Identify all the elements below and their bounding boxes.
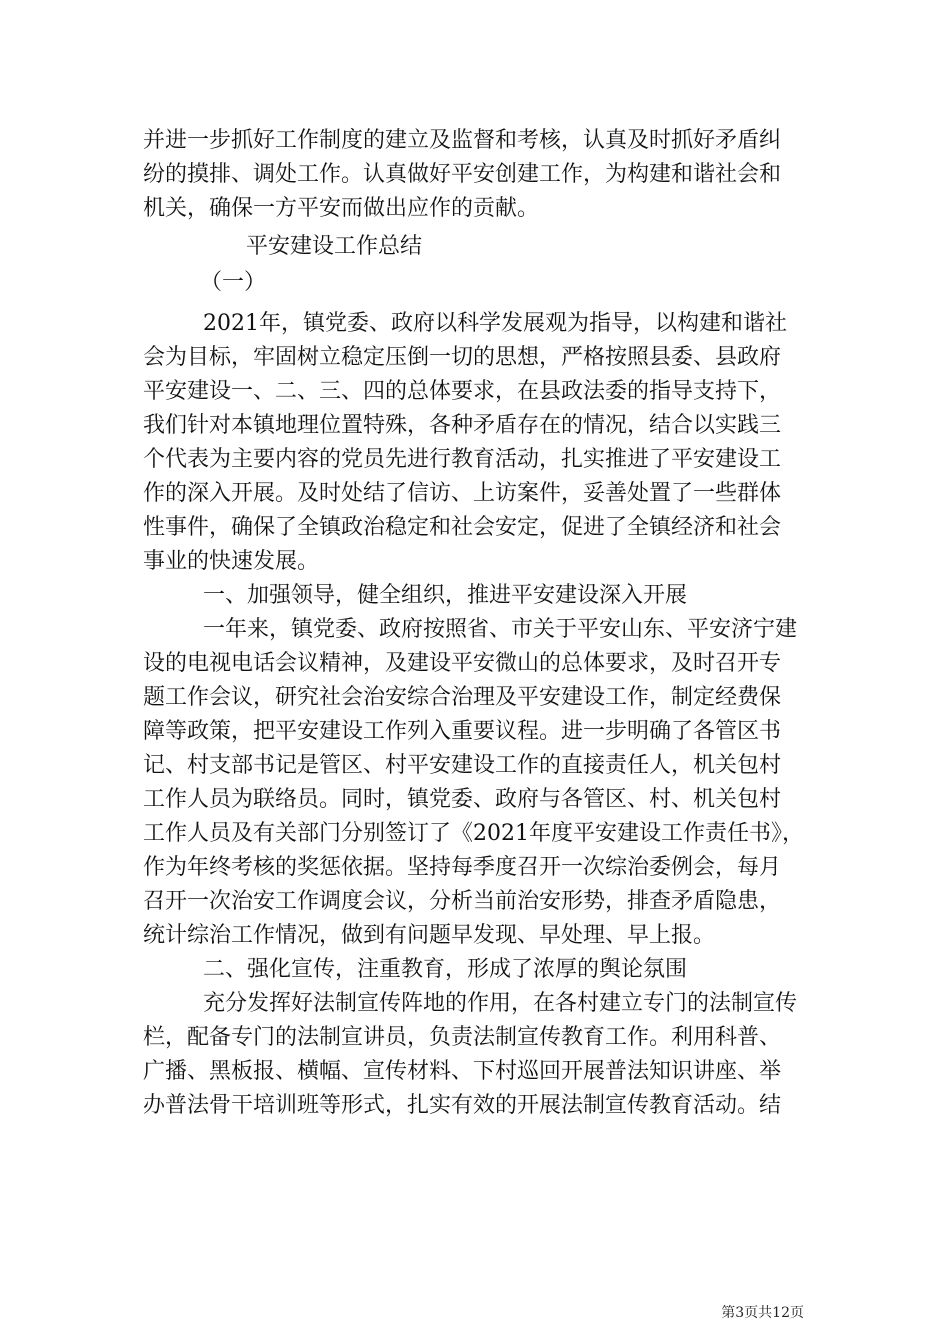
body-text-line: 机关，确保一方平安而做出应作的贡献。 (143, 196, 540, 221)
body-text-line: 设的电视电话会议精神，及建设平安微山的总体要求，及时召开专 (143, 651, 782, 676)
section-title: 平安建设工作总结 (246, 234, 423, 259)
body-text-line: 一年来，镇党委、政府按照省、市关于平安山东、平安济宁建 (203, 617, 798, 642)
body-text-line: 个代表为主要内容的党员先进行教育活动，扎实推进了平安建设工 (143, 447, 782, 472)
body-text-line: 事业的快速发展。 (143, 549, 320, 574)
body-text-line: 平安建设一、二、三、四的总体要求，在县政法委的指导支持下， (143, 379, 782, 404)
body-text-line: 作的深入开展。及时处结了信访、上访案件，妥善处置了一些群体 (143, 481, 782, 506)
body-text-line: 题工作会议，研究社会治安综合治理及平安建设工作，制定经费保 (143, 685, 782, 710)
body-text-line: 会为目标，牢固树立稳定压倒一切的思想，严格按照县委、县政府 (143, 345, 782, 370)
body-text-line: 作为年终考核的奖惩依据。坚持每季度召开一次综治委例会，每月 (143, 855, 782, 880)
body-text-line: 工作人员及有关部门分别签订了《2021年度平安建设工作责任书》， (143, 821, 804, 846)
section-heading: 一、加强领导，健全组织，推进平安建设深入开展 (203, 583, 688, 608)
body-text-line: 栏，配备专门的法制宣讲员，负责法制宣传教育工作。利用科普、 (143, 1025, 782, 1050)
body-text-line: 充分发挥好法制宣传阵地的作用，在各村建立专门的法制宣传 (203, 991, 798, 1016)
body-text-line: 我们针对本镇地理位置特殊，各种矛盾存在的情况，结合以实践三 (143, 413, 782, 438)
body-text-line: 性事件，确保了全镇政治稳定和社会安定，促进了全镇经济和社会 (143, 515, 782, 540)
page-number-footer: 第3页共12页 (721, 1305, 804, 1321)
body-text-line: 统计综治工作情况，做到有问题早发现、早处理、早上报。 (143, 923, 716, 948)
section-heading: 二、强化宣传，注重教育，形成了浓厚的舆论氛围 (203, 957, 688, 982)
body-text-line: 工作人员为联络员。同时，镇党委、政府与各管区、村、机关包村 (143, 787, 782, 812)
body-text-line: 广播、黑板报、横幅、宣传材料、下村巡回开展普法知识讲座、举 (143, 1059, 782, 1084)
body-text-line: 办普法骨干培训班等形式，扎实有效的开展法制宣传教育活动。结 (143, 1093, 782, 1118)
body-text-line: 2021年，镇党委、政府以科学发展观为指导，以构建和谐社 (203, 311, 787, 336)
body-text-line: 召开一次治安工作调度会议，分析当前治安形势，排查矛盾隐患， (143, 889, 782, 914)
body-text-line: 障等政策，把平安建设工作列入重要议程。进一步明确了各管区书 (143, 719, 782, 744)
body-text-line: 纷的摸排、调处工作。认真做好平安创建工作，为构建和谐社会和 (143, 162, 782, 187)
body-text-line: 记、村支部书记是管区、村平安建设工作的直接责任人，机关包村 (143, 753, 782, 778)
body-text-line: 并进一步抓好工作制度的建立及监督和考核，认真及时抓好矛盾纠 (143, 128, 782, 153)
section-number: （一） (200, 270, 267, 295)
